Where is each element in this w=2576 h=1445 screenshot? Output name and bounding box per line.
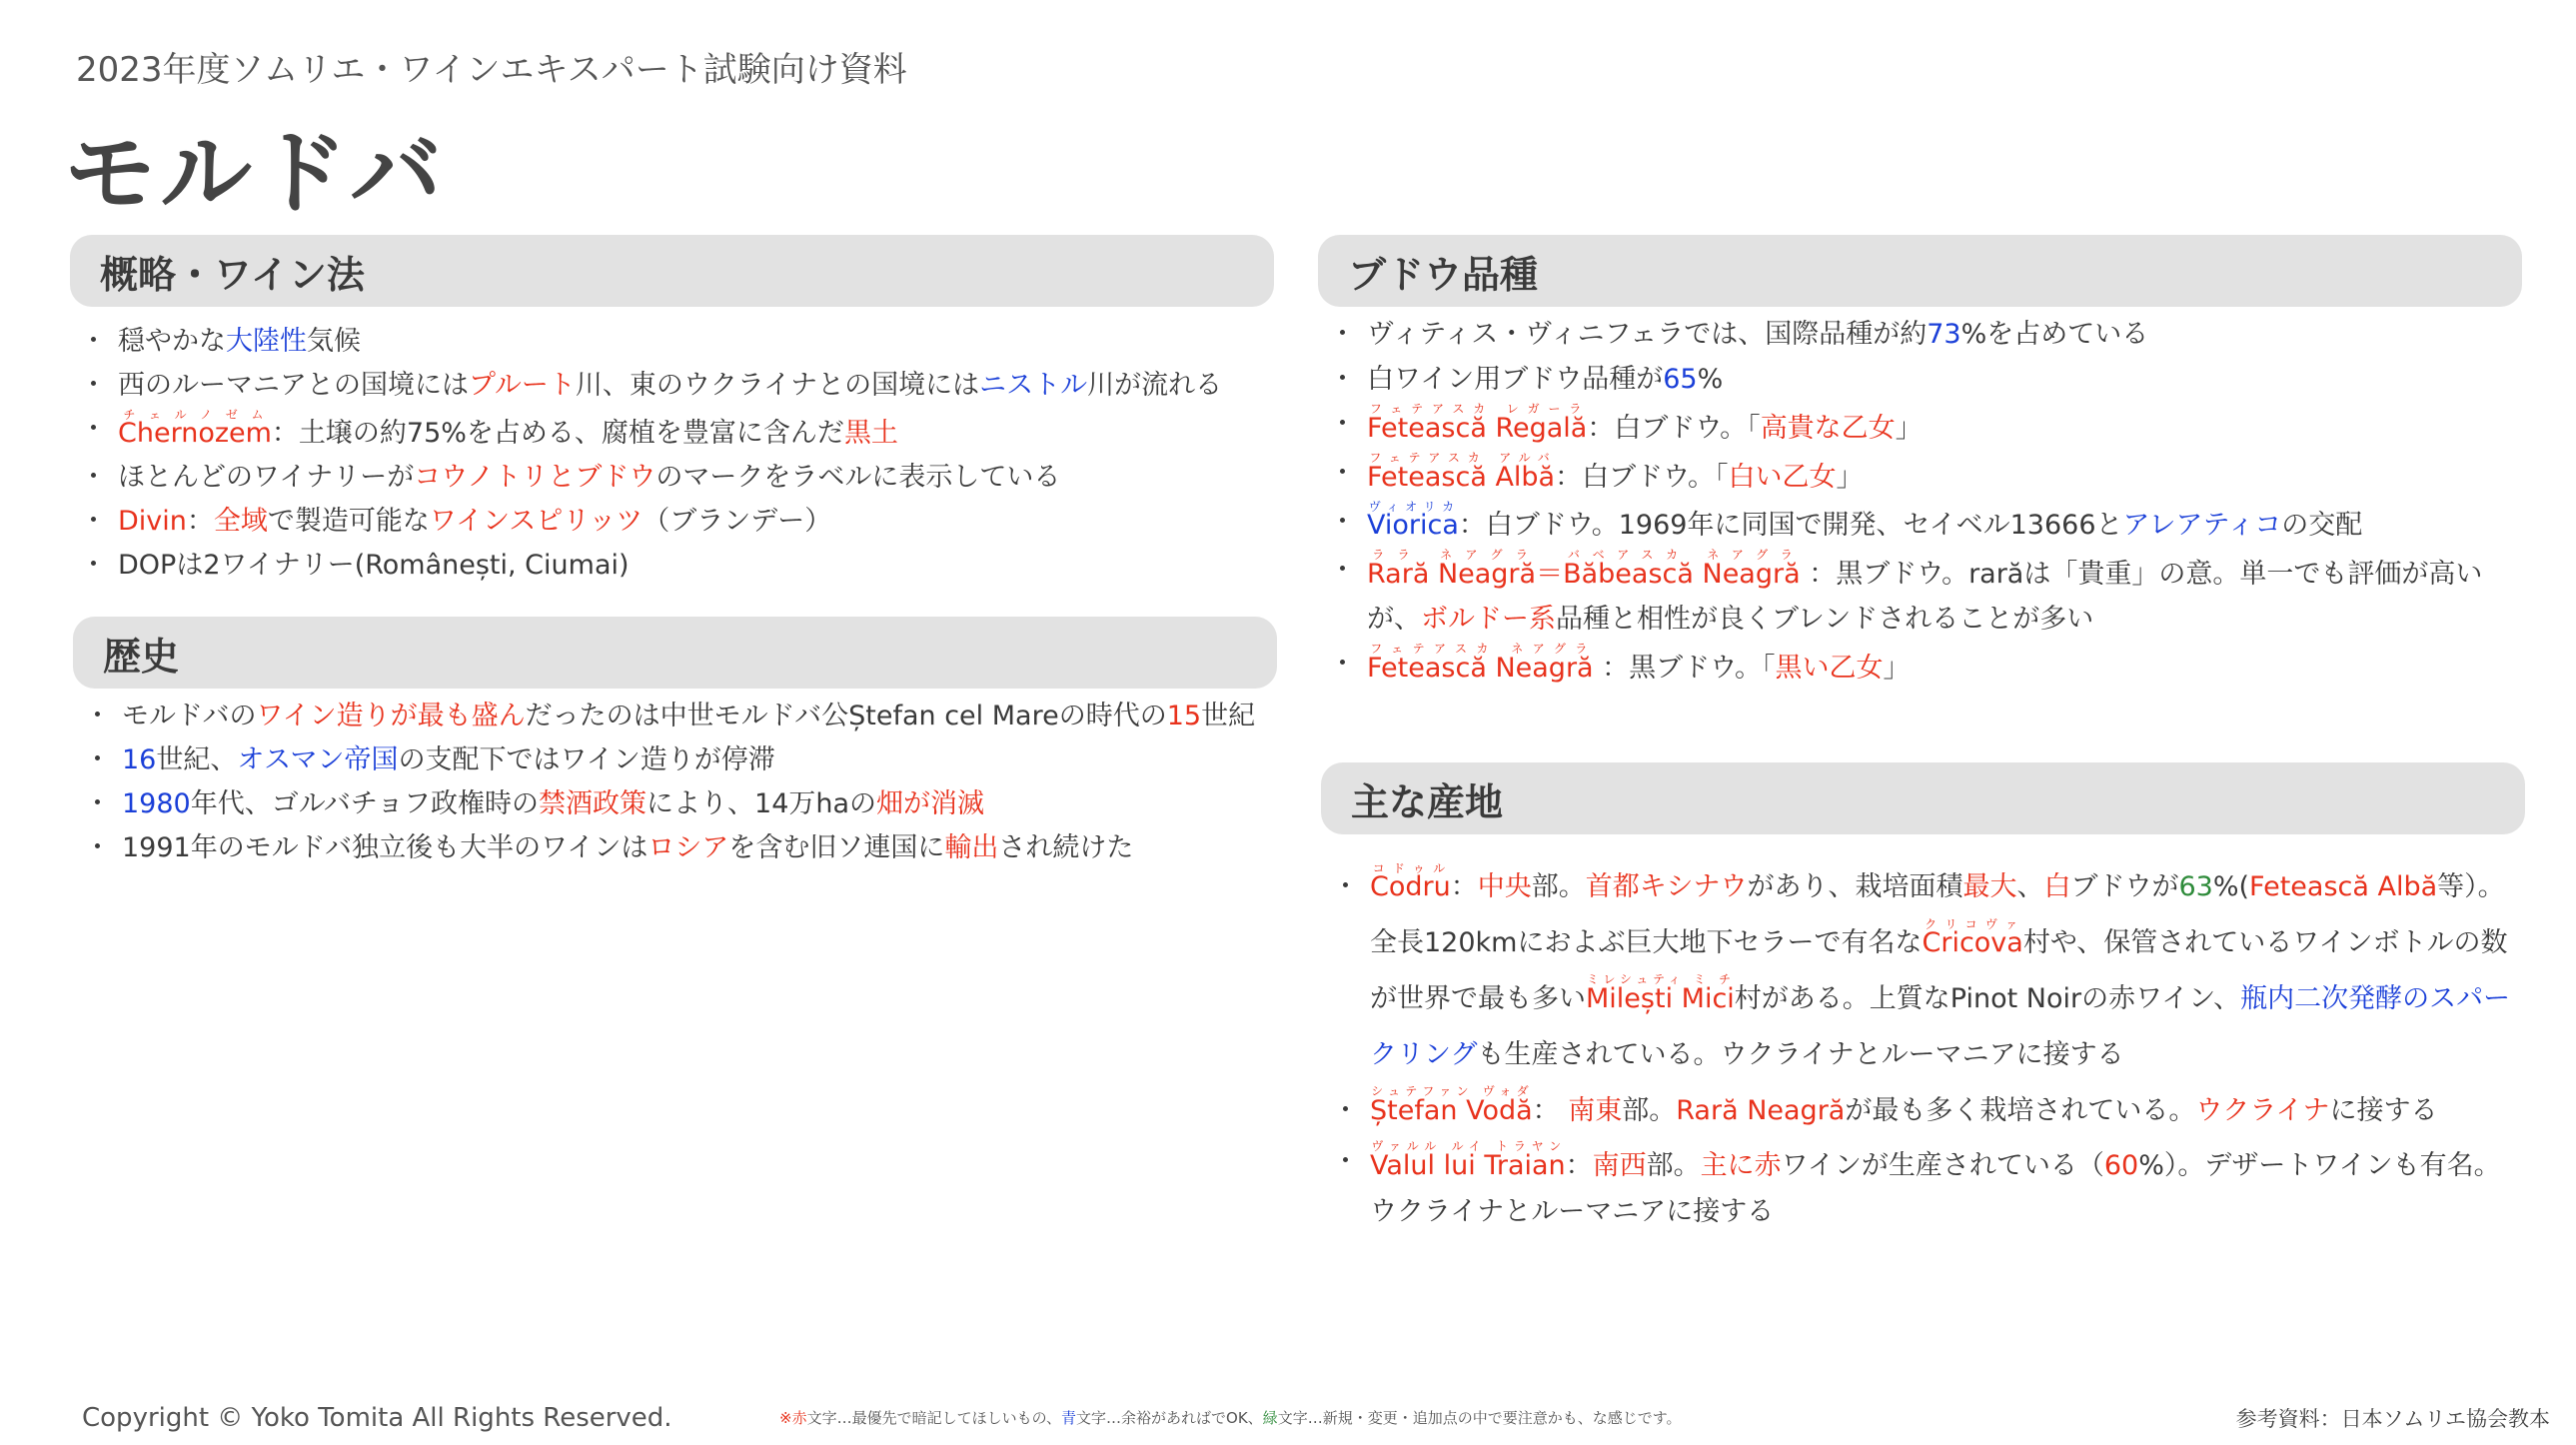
section-title: 歴史	[103, 634, 180, 679]
list-item: ・ 穏やかな大陸性気候	[80, 320, 1274, 364]
list-item: ・ Valul lui Traianヴァルル ルイ トラヤン：南西部。主に赤ワインが生産されている（60%）。デザートワインも有名。ウクライナとルーマニアに接する	[1332, 1139, 2521, 1235]
list-item: ・ 1991年のモルドバ独立後も大半のワインはロシアを含む旧ソ連国に輸出され続けた	[84, 826, 1278, 870]
page-title: モルドバ	[64, 120, 447, 227]
section-header-grapes	[1318, 235, 2522, 307]
overview-list	[80, 320, 1274, 588]
list-item: ・ Codruコドゥル：中央部。首都キシナウがあり、栽培面積最大、白ブドウが63%(Fetească Albă等）。全長120kmにおよぶ巨大地下セラーで有名なCricovaクリコヴァ村や、保管されているワインボトルの数が世界で最も多いMilești Miciミレシュティ ミ チ村がある。上質なPinot Noirの赤ワイン、瓶内二次発酵のスパークリングも生産されている。ウクライナとルーマニアに接する	[1332, 859, 2521, 1083]
list-item: ・ Vioricaヴィオリカ：白ブドウ。1969年に同国で開発、セイベル13666とアレアティコの交配	[1329, 500, 2518, 548]
color-legend-note: ※赤文字…最優先で暗記してほしいもの、青文字…余裕があればでOK、緑文字…新規・変更・追加点の中で要注意かも、な感じです。	[779, 1409, 1682, 1427]
list-item: ・ Rară Neagrăララ ネアグラ＝Băbească Neagrăバベアスカ ネアグラ ：黒ブドウ。rarăは「貴重」の意。単一でも評価が高いが、ボルドー系品種と相性が良くブレンドされることが多い	[1329, 548, 2518, 642]
section-header-regions	[1321, 762, 2525, 834]
list-item: ・ Fetească Regalăフェテアスカ レガーラ：白ブドウ。「高貴な乙女」	[1329, 402, 2518, 451]
region-list	[1332, 859, 2521, 1235]
list-item: ・ Chernozemチェルノゼム：土壌の約75%を占める、腐植を豊富に含んだ黒土	[80, 408, 1274, 456]
list-item: ・ ヴィティス・ヴィニフェラでは、国際品種が約73%を占めている	[1329, 312, 2518, 357]
section-title: 概略・ワイン法	[100, 252, 365, 297]
list-item: ・ 西のルーマニアとの国境にはプルート川、東のウクライナとの国境にはニストル川が流れる	[80, 364, 1274, 408]
history-list	[84, 695, 1278, 870]
list-item: ・ ほとんどのワイナリーがコウノトリとブドウのマークをラベルに表示している	[80, 456, 1274, 500]
reference-text: 参考資料：日本ソムリエ協会教本	[2235, 1407, 2550, 1431]
section-title: ブドウ品種	[1348, 252, 1539, 297]
list-item: ・ 1980年代、ゴルバチョフ政権時の禁酒政策により、14万haの畑が消滅	[84, 782, 1278, 826]
list-item: ・ 白ワイン用ブドウ品種が65%	[1329, 357, 2518, 402]
section-header-overview	[70, 235, 1274, 307]
list-item: ・ Ștefan Vodăシュテファン ヴォダ： 南東部。Rară Neagrăが最も多く栽培されている。ウクライナに接する	[1332, 1083, 2521, 1139]
list-item: ・ Fetească Albăフェテアスカ アルバ：白ブドウ。「白い乙女」	[1329, 451, 2518, 500]
list-item: ・ Fetească Neagrăフェテアスカ ネアグラ ：黒ブドウ。「黒い乙女」	[1329, 642, 2518, 691]
list-item: ・ 16世紀、オスマン帝国の支配下ではワイン造りが停滞	[84, 738, 1278, 782]
list-item: ・ Divin：全域で製造可能なワインスピリッツ（ブランデー）	[80, 500, 1274, 544]
list-item: ・ モルドバのワイン造りが最も盛んだったのは中世モルドバ公Ștefan cel Mareの時代の15世紀	[84, 695, 1278, 738]
section-header-history	[73, 617, 1277, 689]
deck-subtitle: 2023年度ソムリエ・ワインエキスパート試験向け資料	[76, 50, 907, 90]
list-item: ・ DOPは2ワイナリー(Românești, Ciumai)	[80, 544, 1274, 588]
section-title: 主な産地	[1351, 779, 1504, 824]
copyright-text: Copyright © Yoko Tomita All Rights Reserved.	[82, 1403, 672, 1433]
grape-list	[1329, 312, 2518, 691]
